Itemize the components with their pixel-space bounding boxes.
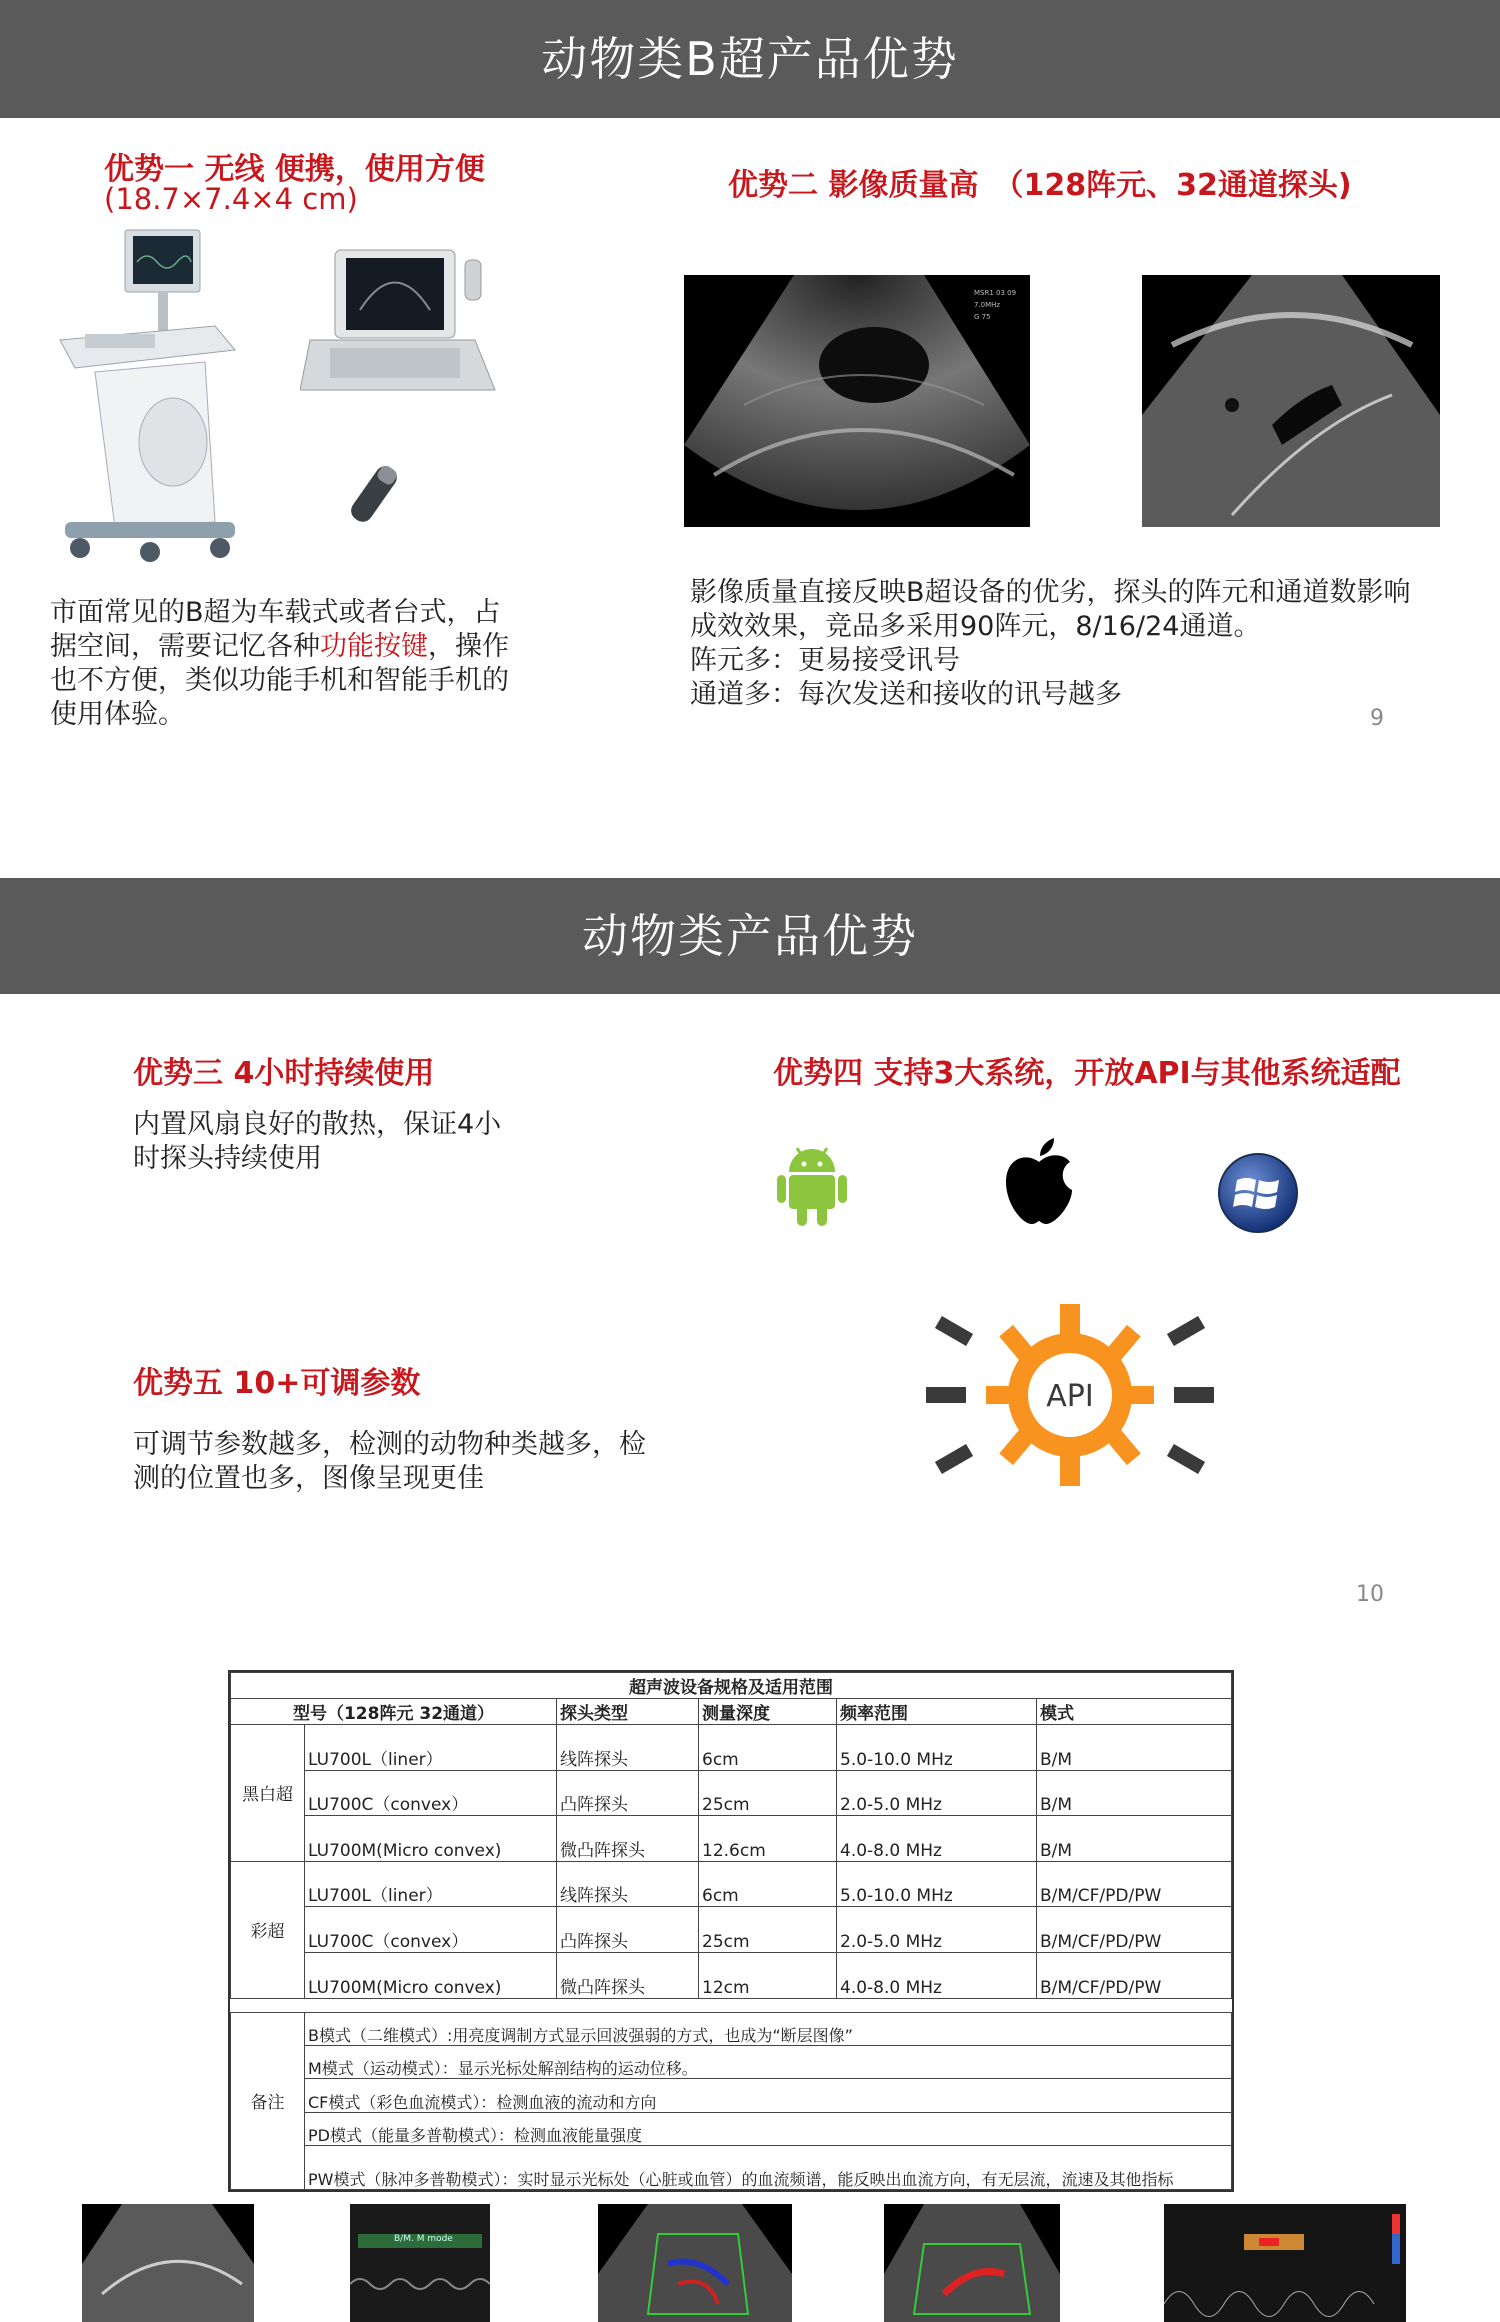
cell-freq: 4.0-8.0 MHz bbox=[837, 1953, 1037, 1999]
cell-freq: 2.0-5.0 MHz bbox=[837, 1907, 1037, 1953]
mode-label: B/M. M mode bbox=[394, 2234, 453, 2244]
col-header-freq: 频率范围 bbox=[837, 1699, 1037, 1725]
note-pd-mode: PD模式（能量多普勒模式）：检测血液能量强度 bbox=[305, 2112, 1232, 2145]
portable-ultrasound-image bbox=[300, 240, 500, 410]
adv5-text: 可调节参数越多，检测的动物种类越多，检测的位置也多，图像呈现更佳 bbox=[133, 1429, 646, 1494]
mode-image-pd bbox=[884, 2204, 1060, 2322]
group-label-color: 彩超 bbox=[231, 1861, 305, 1998]
cell-probe: 线阵探头 bbox=[557, 1861, 699, 1907]
cell-mode: B/M/CF/PD/PW bbox=[1037, 1907, 1232, 1953]
cell-model: LU700C（convex） bbox=[305, 1907, 557, 1953]
svg-text:7.0MHz: 7.0MHz bbox=[974, 301, 1001, 309]
cell-model: LU700L（liner） bbox=[305, 1725, 557, 1771]
api-label: API bbox=[1046, 1379, 1094, 1414]
table-row bbox=[231, 1770, 1232, 1816]
cell-probe: 线阵探头 bbox=[557, 1725, 699, 1771]
ultrasound-image-convex bbox=[684, 275, 1030, 527]
page-number-10: 10 bbox=[1356, 1582, 1384, 1607]
col-header-probe: 探头类型 bbox=[557, 1699, 699, 1725]
cell-model: LU700M(Micro convex) bbox=[305, 1816, 557, 1862]
note-row bbox=[231, 2112, 1232, 2145]
note-m-mode: M模式（运动模式）：显示光标处解剖结构的运动位移。 bbox=[305, 2045, 1232, 2078]
adv5-title: 优势五 10+可调参数 bbox=[133, 1366, 421, 1401]
cell-depth: 12.6cm bbox=[699, 1816, 837, 1862]
cell-depth: 25cm bbox=[699, 1770, 837, 1816]
cell-probe: 凸阵探头 bbox=[557, 1907, 699, 1953]
mode-image-b bbox=[82, 2204, 254, 2322]
cell-probe: 微凸阵探头 bbox=[557, 1953, 699, 1999]
cell-depth: 25cm bbox=[699, 1907, 837, 1953]
ultrasound-image-liver bbox=[1142, 275, 1440, 527]
adv1-text: 市面常见的B超为车载式或者台式，占据空间，需要记忆各种功能按键，操作也不方便，类似功能手机和智能手机的使用体验。 bbox=[50, 597, 509, 730]
android-icon bbox=[775, 1142, 849, 1228]
apple-icon bbox=[1002, 1138, 1076, 1226]
cell-freq: 5.0-10.0 MHz bbox=[837, 1861, 1037, 1907]
col-header-mode: 模式 bbox=[1037, 1699, 1232, 1725]
mode-image-pw bbox=[1164, 2204, 1406, 2322]
adv2-text: 影像质量直接反映B超设备的优劣，探头的阵元和通道数影响成效效果，竞品多采用90阵元，8/16/24通道。 阵元多：更易接受讯号 通道多：每次发送和接收的讯号越多 bbox=[690, 577, 1411, 710]
slide1-header: 动物类B超产品优势 bbox=[0, 0, 1500, 118]
note-row bbox=[231, 2045, 1232, 2078]
adv1-title: 优势一 无线 便携，使用方便 bbox=[104, 152, 485, 187]
col-header-model: 型号（128阵元 32通道） bbox=[231, 1699, 557, 1725]
adv1-size: (18.7×7.4×4 cm) bbox=[104, 182, 358, 216]
svg-text:G 75: G 75 bbox=[974, 313, 991, 321]
adv2-title: 优势二 影像质量高 （128阵元、32通道探头) bbox=[728, 168, 1352, 203]
mode-image-m bbox=[350, 2204, 490, 2322]
col-header-depth: 测量深度 bbox=[699, 1699, 837, 1725]
page-number-9: 9 bbox=[1370, 706, 1384, 731]
adv3-title: 优势三 4小时持续使用 bbox=[133, 1056, 435, 1091]
cell-freq: 2.0-5.0 MHz bbox=[837, 1770, 1037, 1816]
cell-probe: 凸阵探头 bbox=[557, 1770, 699, 1816]
slide2-header: 动物类产品优势 bbox=[0, 878, 1500, 994]
cell-depth: 6cm bbox=[699, 1861, 837, 1907]
cell-depth: 12cm bbox=[699, 1953, 837, 1999]
cell-mode: B/M/CF/PD/PW bbox=[1037, 1861, 1232, 1907]
cart-ultrasound-image bbox=[55, 222, 245, 562]
cell-mode: B/M bbox=[1037, 1770, 1232, 1816]
cell-freq: 5.0-10.0 MHz bbox=[837, 1725, 1037, 1771]
probe-image bbox=[335, 455, 415, 535]
cell-model: LU700L（liner） bbox=[305, 1861, 557, 1907]
note-row bbox=[231, 2079, 1232, 2112]
cell-mode: B/M/CF/PD/PW bbox=[1037, 1953, 1232, 1999]
svg-text:MSR1 03 09: MSR1 03 09 bbox=[974, 289, 1017, 297]
api-gear-icon bbox=[920, 1300, 1220, 1490]
spec-table bbox=[228, 1670, 1234, 2192]
adv3-text: 内置风扇良好的散热，保证4小时探头持续使用 bbox=[133, 1109, 502, 1174]
cell-probe: 微凸阵探头 bbox=[557, 1816, 699, 1862]
table-caption: 超声波设备规格及适用范围 bbox=[231, 1673, 1232, 1699]
note-b-mode: B模式（二维模式）:用亮度调制方式显示回波强弱的方式，也成为“断层图像” bbox=[305, 2012, 1232, 2045]
group-label-note: 备注 bbox=[231, 2012, 305, 2189]
table-row bbox=[231, 1725, 1232, 1771]
note-row bbox=[231, 2012, 1232, 2045]
group-label-bw: 黑白超 bbox=[231, 1725, 305, 1862]
windows-icon bbox=[1217, 1152, 1299, 1234]
table-row bbox=[231, 1953, 1232, 1999]
adv4-title: 优势四 支持3大系统，开放API与其他系统适配 bbox=[773, 1056, 1401, 1091]
table-row bbox=[231, 1861, 1232, 1907]
note-pw-mode: PW模式（脉冲多普勒模式）：实时显示光标处（心脏或血管）的血流频谱，能反映出血流方向，有无层流，流速及其他指标 bbox=[305, 2146, 1232, 2190]
cell-freq: 4.0-8.0 MHz bbox=[837, 1816, 1037, 1862]
cell-model: LU700M(Micro convex) bbox=[305, 1953, 557, 1999]
table-row bbox=[231, 1907, 1232, 1953]
table-row bbox=[231, 1816, 1232, 1862]
cell-mode: B/M bbox=[1037, 1725, 1232, 1771]
cell-depth: 6cm bbox=[699, 1725, 837, 1771]
note-cf-mode: CF模式（彩色血流模式）：检测血液的流动和方向 bbox=[305, 2079, 1232, 2112]
cell-mode: B/M bbox=[1037, 1816, 1232, 1862]
mode-image-cf bbox=[598, 2204, 792, 2322]
note-row bbox=[231, 2146, 1232, 2190]
cell-model: LU700C（convex） bbox=[305, 1770, 557, 1816]
